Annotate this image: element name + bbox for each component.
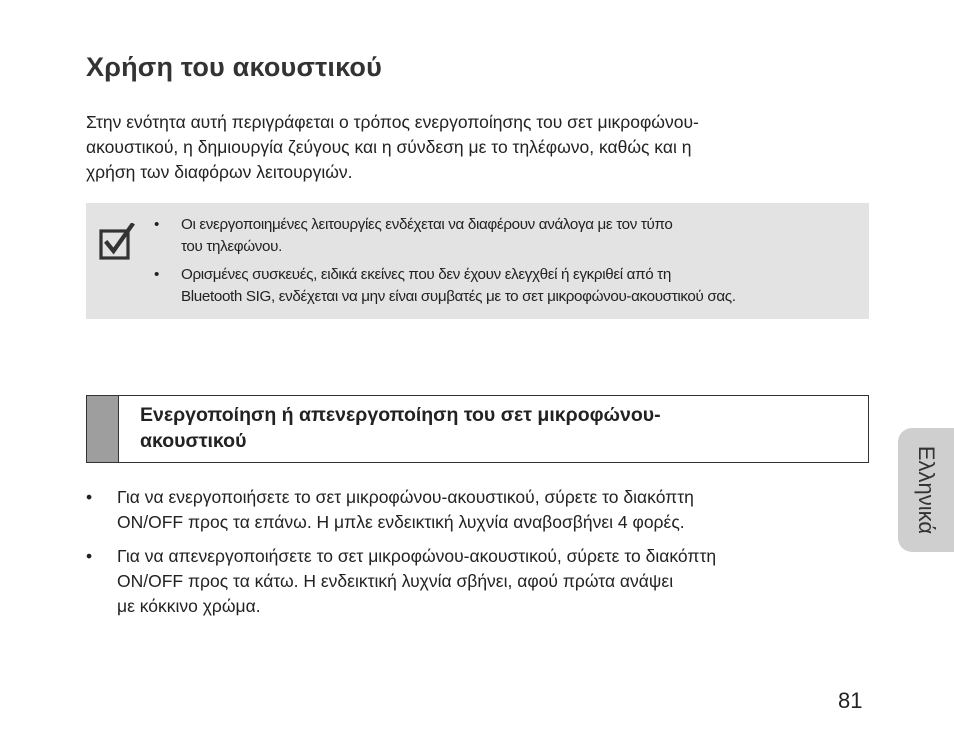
instruction-line: Για να απενεργοποιήσετε το σετ μικροφώνου-ακουστικού, σύρετε το διακόπτη <box>117 546 717 566</box>
section-title <box>140 402 661 454</box>
bullet-icon: • <box>86 546 93 566</box>
instruction-line: Για να ενεργοποιήσετε το σετ μικροφώνου-ακουστικού, σύρετε το διακόπτη <box>117 487 694 507</box>
note-box <box>86 203 869 319</box>
language-tab <box>898 428 954 552</box>
instruction-list <box>86 485 716 628</box>
section-title-line: Ενεργοποίηση ή απενεργοποίηση του σετ μικροφώνου- <box>140 404 661 426</box>
intro-line: Στην ενότητα αυτή περιγράφεται ο τρόπος ενεργοποίησης του σετ μικροφώνου- <box>86 112 699 132</box>
section-header <box>86 395 869 463</box>
instruction-line: ON/OFF προς τα επάνω. Η μπλε ενδεικτική λυχνία αναβοσβήνει 4 φορές. <box>117 512 685 532</box>
bullet-icon: • <box>86 487 93 507</box>
instruction-item <box>86 485 716 535</box>
intro-paragraph <box>86 110 876 185</box>
instruction-line: ON/OFF προς τα κάτω. Η ενδεικτική λυχνία σβήνει, αφού πρώτα ανάψει <box>117 571 674 591</box>
instruction-line: με κόκκινο χρώμα. <box>117 596 261 616</box>
note-list <box>152 214 736 314</box>
note-item-line: Οι ενεργοποιημένες λειτουργίες ενδέχεται να διαφέρουν ανάλογα με τον τύπο <box>181 216 673 233</box>
page-title: Χρήση του ακουστικού <box>86 52 383 82</box>
instruction-item <box>86 544 716 619</box>
note-item-line: Ορισμένες συσκευές, ειδικά εκείνες που δεν έχουν ελεγχθεί ή εγκριθεί από τη <box>181 266 671 283</box>
note-item-line: του τηλεφώνου. <box>181 238 282 255</box>
page-number: 81 <box>838 688 863 713</box>
language-tab-label: Ελληνικά <box>914 445 939 535</box>
section-title-line: ακουστικού <box>140 430 247 452</box>
section-tab-marker <box>87 396 119 462</box>
bullet-icon: • <box>154 216 159 233</box>
note-item <box>152 214 736 258</box>
note-item <box>152 264 736 308</box>
intro-line: χρήση των διαφόρων λειτουργιών. <box>86 162 353 182</box>
intro-line: ακουστικού, η δημιουργία ζεύγους και η σύνδεση με το τηλέφωνο, καθώς και η <box>86 137 692 157</box>
checkbox-checked-icon <box>98 223 136 261</box>
note-item-line: Bluetooth SIG, ενδέχεται να μην είναι συμβατές με το σετ μικροφώνου-ακουστικού σας. <box>181 288 736 305</box>
bullet-icon: • <box>154 266 159 283</box>
